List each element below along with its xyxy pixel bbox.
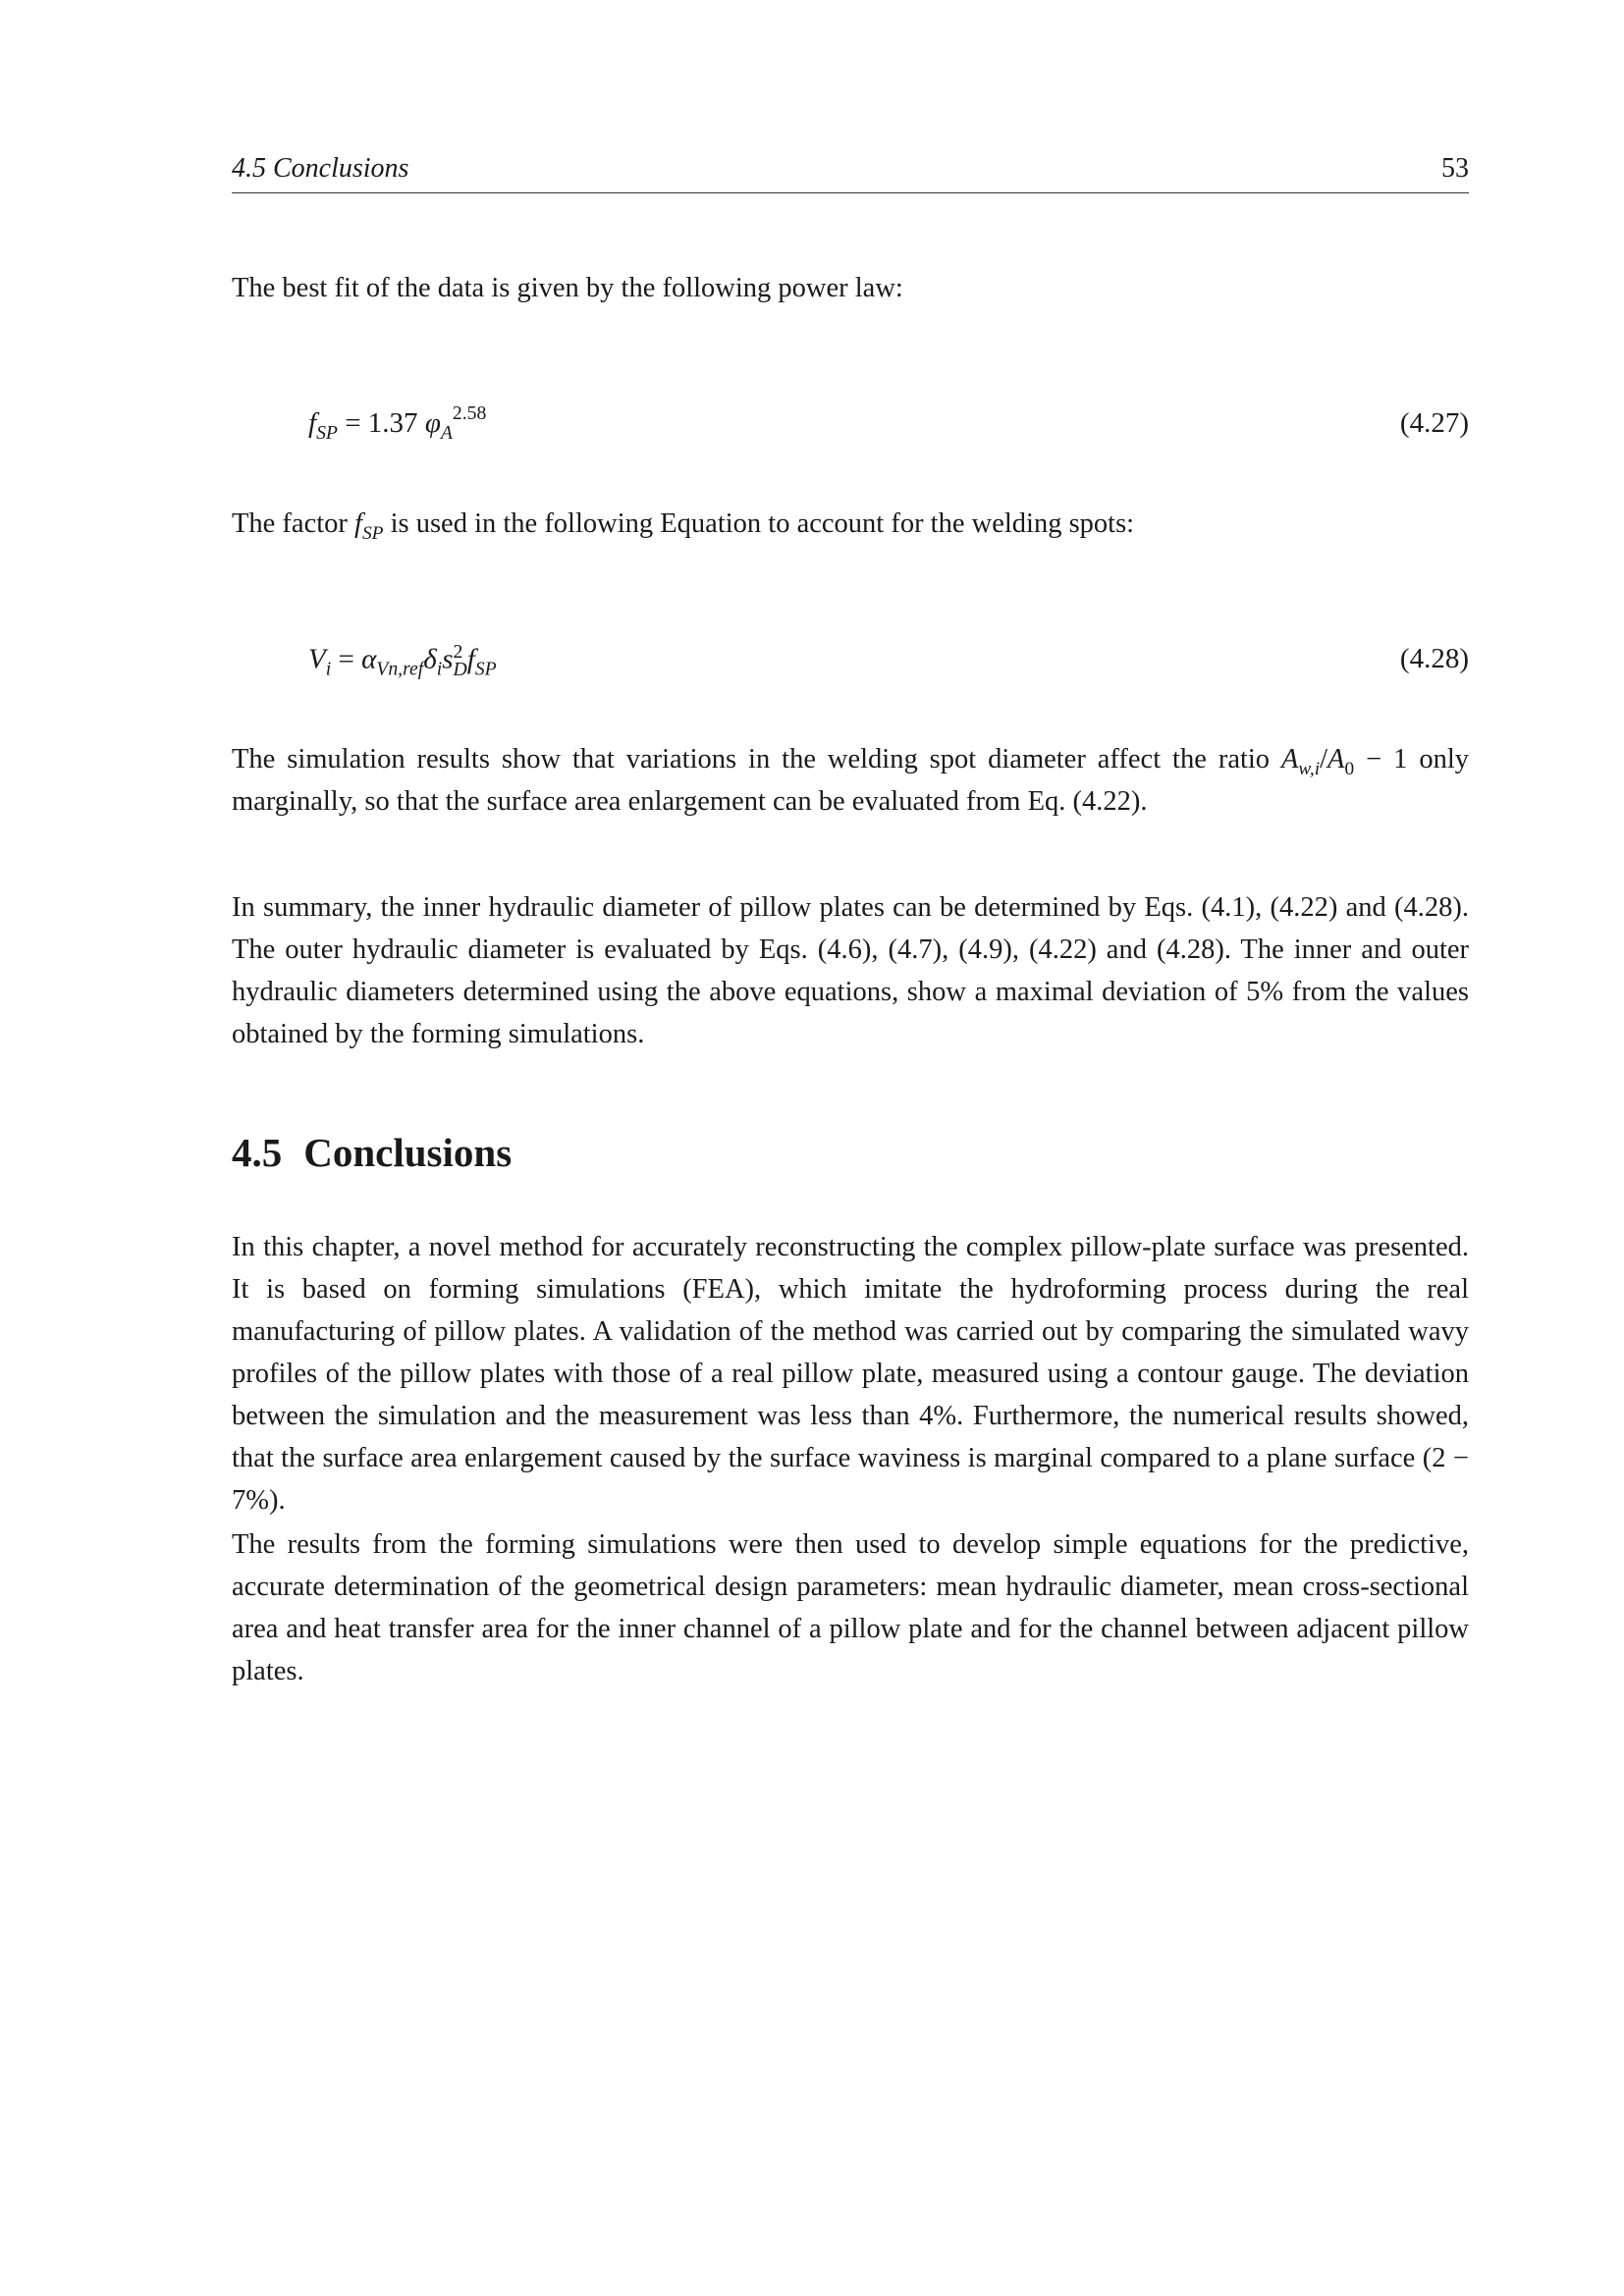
eq-symbol: s bbox=[442, 643, 454, 675]
page-number: 53 bbox=[1441, 153, 1469, 184]
inline-math-operator: − 1 bbox=[1354, 744, 1408, 774]
eq-subscript: SP bbox=[316, 421, 338, 444]
paragraph-factor-fsp bbox=[232, 503, 1469, 545]
text-run: is used in the following Equation to account for the welding spots: bbox=[383, 508, 1135, 539]
eq-subscript: i bbox=[436, 658, 443, 680]
paragraph-conclusions-1: In this chapter, a novel method for accurately reconstructing the complex pillow-plate surface was presented. It is based on forming simulations (FEA), which imitate the hydroforming process during the real manufacturing of pillow plates. A validation of the method was carried out by comparing the simulated wavy profiles of the pillow plates with those of a real pillow plate, measured using a contour gauge. The deviation between the simulation and the measurement was less than 4%. Furthermore, the numerical results showed, that the surface area enlargement caused by the surface waviness is marginal compared to a plane surface (2 − 7%). bbox=[232, 1232, 1469, 1516]
eq-exponent: 2.58 bbox=[452, 402, 487, 425]
eq-symbol: f bbox=[466, 643, 475, 675]
text-run: only marginally, so that the surface area enlargement can be evaluated from Eq. (4.22). bbox=[232, 744, 1469, 817]
equation-4-28 bbox=[232, 643, 1469, 692]
inline-math-symbol: A bbox=[1281, 744, 1299, 774]
running-header bbox=[232, 147, 1469, 193]
eq-subscript: Vn,ref bbox=[376, 658, 424, 680]
section-heading bbox=[232, 1129, 512, 1176]
paragraph-simulation-results bbox=[232, 738, 1469, 823]
paragraph-power-law-intro: The best fit of the data is given by the following power law: bbox=[232, 273, 903, 303]
eq-subscript: D bbox=[453, 658, 467, 680]
equation-number: (4.27) bbox=[1399, 407, 1469, 439]
section-number: 4.5 bbox=[232, 1130, 283, 1175]
eq-symbol: φ bbox=[424, 407, 441, 439]
inline-math-symbol: f bbox=[354, 508, 362, 539]
eq-operator: = 1.37 bbox=[337, 407, 425, 439]
text-run: The factor bbox=[232, 508, 355, 539]
eq-symbol: V bbox=[308, 643, 326, 675]
eq-subscript: SP bbox=[474, 658, 497, 680]
eq-symbol: δ bbox=[423, 643, 437, 675]
inline-math-subscript: SP bbox=[361, 522, 384, 544]
eq-symbol: f bbox=[308, 407, 317, 439]
section-title: Conclusions bbox=[303, 1130, 513, 1175]
inline-math-symbol: A bbox=[1327, 744, 1345, 774]
running-header-title: 4.5 Conclusions bbox=[232, 153, 409, 184]
equation-4-28-body bbox=[308, 643, 497, 679]
inline-math-subscript: 0 bbox=[1344, 758, 1355, 779]
equation-number: (4.28) bbox=[1399, 643, 1469, 674]
equation-4-27-body bbox=[308, 402, 487, 444]
eq-operator: = bbox=[331, 643, 362, 675]
inline-math-subscript: w,i bbox=[1298, 758, 1321, 779]
eq-subscript: i bbox=[325, 658, 332, 680]
text-run: The simulation results show that variations in the welding spot diameter affect the ratio bbox=[232, 744, 1281, 774]
eq-exponent: 2 bbox=[453, 641, 463, 663]
eq-symbol: α bbox=[361, 643, 377, 675]
eq-subscript: A bbox=[440, 421, 453, 444]
inline-math-operator: / bbox=[1320, 744, 1328, 774]
equation-4-27 bbox=[232, 402, 1469, 456]
paragraph-summary: In summary, the inner hydraulic diameter of pillow plates can be determined by Eqs. (4.1), (4.22) and (4.28). The outer hydraulic diameter is evaluated by Eqs. (4.6), (4.7), (4.9), (4.22) and (4.28). The inner and outer hydraulic diameters determined using the above equations, show a maximal deviation of 5% from the values obtained by the forming simulations. bbox=[232, 892, 1469, 1049]
paragraph-conclusions-2: The results from the forming simulations were then used to develop simple equations for the predictive, accurate determination of the geometrical design parameters: mean hydraulic diameter, mean cross-sectional area and heat transfer area for the inner channel of a pillow plate and for the channel between adjacent pillow plates. bbox=[232, 1529, 1469, 1686]
eq-subsup bbox=[454, 643, 467, 679]
